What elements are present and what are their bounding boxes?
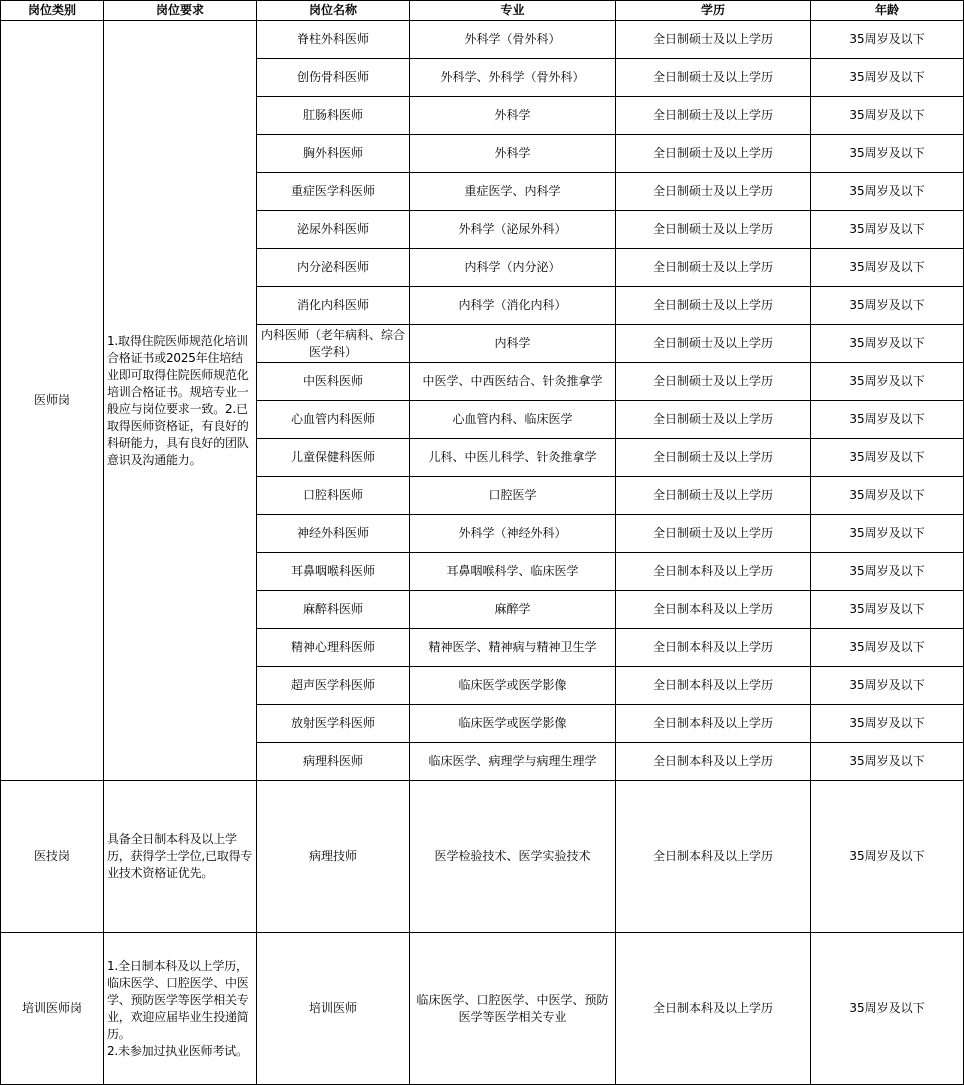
education-cell: 全日制硕士及以上学历	[616, 59, 811, 97]
position-name-cell: 病理技师	[257, 781, 410, 933]
age-cell: 35周岁及以下	[811, 515, 964, 553]
position-name-cell: 病理科医师	[257, 743, 410, 781]
age-cell: 35周岁及以下	[811, 97, 964, 135]
position-name-cell: 内科医师（老年病科、综合医学科）	[257, 325, 410, 363]
header-age: 年龄	[811, 1, 964, 21]
education-cell: 全日制硕士及以上学历	[616, 325, 811, 363]
education-cell: 全日制本科及以上学历	[616, 705, 811, 743]
header-category: 岗位类别	[1, 1, 104, 21]
header-row	[1, 1, 964, 21]
age-cell: 35周岁及以下	[811, 211, 964, 249]
requirement-line: 2.未参加过执业医师考试。	[107, 1043, 248, 1058]
age-cell: 35周岁及以下	[811, 21, 964, 59]
table-row	[1, 933, 964, 1085]
major-cell: 临床医学或医学影像	[410, 667, 616, 705]
major-cell: 重症医学、内科学	[410, 173, 616, 211]
table-row	[1, 781, 964, 933]
major-cell: 临床医学或医学影像	[410, 705, 616, 743]
education-cell: 全日制硕士及以上学历	[616, 135, 811, 173]
position-name-cell: 超声医学科医师	[257, 667, 410, 705]
position-name-cell: 泌尿外科医师	[257, 211, 410, 249]
education-cell: 全日制硕士及以上学历	[616, 21, 811, 59]
position-name-cell: 神经外科医师	[257, 515, 410, 553]
education-cell: 全日制硕士及以上学历	[616, 287, 811, 325]
age-cell: 35周岁及以下	[811, 705, 964, 743]
education-cell: 全日制硕士及以上学历	[616, 363, 811, 401]
age-cell: 35周岁及以下	[811, 59, 964, 97]
requirement-cell	[104, 933, 257, 1085]
major-cell: 儿科、中医儿科学、针灸推拿学	[410, 439, 616, 477]
education-cell: 全日制本科及以上学历	[616, 591, 811, 629]
age-cell: 35周岁及以下	[811, 781, 964, 933]
age-cell: 35周岁及以下	[811, 591, 964, 629]
education-cell: 全日制本科及以上学历	[616, 933, 811, 1085]
header-position-name: 岗位名称	[257, 1, 410, 21]
position-name-cell: 儿童保健科医师	[257, 439, 410, 477]
education-cell: 全日制硕士及以上学历	[616, 173, 811, 211]
major-cell: 内科学（消化内科）	[410, 287, 616, 325]
major-cell: 内科学（内分泌）	[410, 249, 616, 287]
position-name-cell: 重症医学科医师	[257, 173, 410, 211]
category-cell: 医师岗	[1, 21, 104, 781]
requirement-cell: 具备全日制本科及以上学历，获得学士学位,已取得专业技术资格证优先。	[104, 781, 257, 933]
table-row	[1, 21, 964, 59]
position-name-cell: 肛肠科医师	[257, 97, 410, 135]
education-cell: 全日制硕士及以上学历	[616, 211, 811, 249]
position-name-cell: 耳鼻咽喉科医师	[257, 553, 410, 591]
major-cell: 耳鼻咽喉科学、临床医学	[410, 553, 616, 591]
major-cell: 中医学、中西医结合、针灸推拿学	[410, 363, 616, 401]
education-cell: 全日制硕士及以上学历	[616, 439, 811, 477]
education-cell: 全日制硕士及以上学历	[616, 249, 811, 287]
requirement-line: 1.全日制本科及以上学历，临床医学、口腔医学、中医学、预防医学等医学相关专业，欢迎应届毕业生投递简历。	[107, 958, 249, 1041]
education-cell: 全日制本科及以上学历	[616, 743, 811, 781]
age-cell: 35周岁及以下	[811, 173, 964, 211]
requirement-cell: 1.取得住院医师规范化培训合格证书或2025年住培结业即可取得住院医师规范化培训合格证书。规培专业一般应与岗位要求一致。2.已取得医师资格证，有良好的科研能力，具有良好的团队意识及沟通能力。	[104, 21, 257, 781]
category-cell: 培训医师岗	[1, 933, 104, 1085]
education-cell: 全日制本科及以上学历	[616, 781, 811, 933]
position-name-cell: 中医科医师	[257, 363, 410, 401]
position-name-cell: 麻醉科医师	[257, 591, 410, 629]
major-cell: 口腔医学	[410, 477, 616, 515]
education-cell: 全日制硕士及以上学历	[616, 477, 811, 515]
position-name-cell: 心血管内科医师	[257, 401, 410, 439]
age-cell: 35周岁及以下	[811, 287, 964, 325]
major-cell: 精神医学、精神病与精神卫生学	[410, 629, 616, 667]
header-requirement: 岗位要求	[104, 1, 257, 21]
major-cell: 临床医学、口腔医学、中医学、预防医学等医学相关专业	[410, 933, 616, 1085]
major-cell: 医学检验技术、医学实验技术	[410, 781, 616, 933]
position-name-cell: 内分泌科医师	[257, 249, 410, 287]
major-cell: 心血管内科、临床医学	[410, 401, 616, 439]
position-name-cell: 培训医师	[257, 933, 410, 1085]
category-cell: 医技岗	[1, 781, 104, 933]
education-cell: 全日制硕士及以上学历	[616, 401, 811, 439]
major-cell: 外科学、外科学（骨外科）	[410, 59, 616, 97]
education-cell: 全日制硕士及以上学历	[616, 97, 811, 135]
age-cell: 35周岁及以下	[811, 401, 964, 439]
education-cell: 全日制本科及以上学历	[616, 553, 811, 591]
age-cell: 35周岁及以下	[811, 325, 964, 363]
major-cell: 外科学	[410, 135, 616, 173]
age-cell: 35周岁及以下	[811, 363, 964, 401]
age-cell: 35周岁及以下	[811, 135, 964, 173]
major-cell: 内科学	[410, 325, 616, 363]
position-name-cell: 精神心理科医师	[257, 629, 410, 667]
age-cell: 35周岁及以下	[811, 249, 964, 287]
education-cell: 全日制硕士及以上学历	[616, 515, 811, 553]
position-name-cell: 脊柱外科医师	[257, 21, 410, 59]
major-cell: 外科学（神经外科）	[410, 515, 616, 553]
age-cell: 35周岁及以下	[811, 553, 964, 591]
header-major: 专业	[410, 1, 616, 21]
education-cell: 全日制本科及以上学历	[616, 629, 811, 667]
position-name-cell: 口腔科医师	[257, 477, 410, 515]
major-cell: 外科学（泌尿外科）	[410, 211, 616, 249]
age-cell: 35周岁及以下	[811, 439, 964, 477]
major-cell: 麻醉学	[410, 591, 616, 629]
education-cell: 全日制本科及以上学历	[616, 667, 811, 705]
major-cell: 临床医学、病理学与病理生理学	[410, 743, 616, 781]
position-name-cell: 创伤骨科医师	[257, 59, 410, 97]
age-cell: 35周岁及以下	[811, 667, 964, 705]
age-cell: 35周岁及以下	[811, 933, 964, 1085]
position-name-cell: 胸外科医师	[257, 135, 410, 173]
major-cell: 外科学（骨外科）	[410, 21, 616, 59]
position-name-cell: 消化内科医师	[257, 287, 410, 325]
age-cell: 35周岁及以下	[811, 629, 964, 667]
age-cell: 35周岁及以下	[811, 743, 964, 781]
age-cell: 35周岁及以下	[811, 477, 964, 515]
major-cell: 外科学	[410, 97, 616, 135]
header-education: 学历	[616, 1, 811, 21]
position-name-cell: 放射医学科医师	[257, 705, 410, 743]
